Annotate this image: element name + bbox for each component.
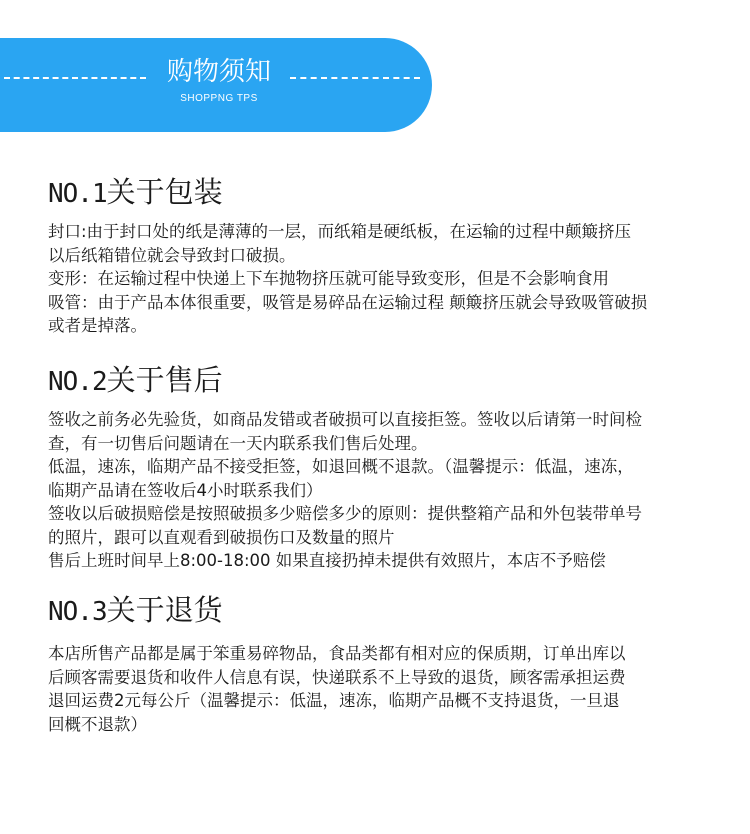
- section-after-sales: [48, 362, 728, 573]
- paragraph-seal: 封口:由于封口处的纸是薄薄的一层，而纸箱是硬纸板，在运输的过程中颠簸挤压 以后纸箱错位就会导致封口破损。: [48, 222, 632, 265]
- header-banner: [0, 38, 432, 132]
- paragraph-deformation: 变形：在运输过程中快递上下车抛物挤压就可能导致变形，但是不会影响食用: [48, 269, 609, 288]
- paragraph-service-hours: 售后上班时间早上8:00-18:00 如果直接扔掉未提供有效照片，本店不予赔偿: [48, 551, 606, 570]
- section-heading: [48, 174, 728, 212]
- section-returns: [48, 592, 728, 736]
- banner-subtitle: SHOPPNG TPS: [180, 93, 258, 104]
- section-number: NO.2: [48, 367, 107, 397]
- section-body: [48, 220, 728, 338]
- section-title: 关于售后: [106, 363, 223, 397]
- section-body: [48, 642, 728, 736]
- paragraph-inspection: 签收之前务必先验货，如商品发错或者破损可以直接拒签。签收以后请第一时间检 查，有一切售后问题请在一天内联系我们售后处理。: [48, 410, 642, 453]
- section-body: [48, 408, 728, 573]
- section-number: NO.1: [48, 179, 107, 209]
- paragraph-damage-compensation: 签收以后破损赔偿是按照破损多少赔偿多少的原则：提供整箱产品和外包装带单号 的照片，跟可以直观看到破损伤口及数量的照片: [48, 504, 642, 547]
- paragraph-cold-chain: 低温，速冻，临期产品不接受拒签，如退回概不退款。（温馨提示：低温，速冻， 临期产品请在签收后4小时联系我们）: [48, 457, 634, 500]
- section-heading: [48, 362, 728, 400]
- section-heading: [48, 592, 728, 630]
- section-title: 关于退货: [106, 593, 223, 627]
- paragraph-return-policy: 本店所售产品都是属于笨重易碎物品，食品类都有相对应的保质期，订单出库以 后顾客需要退货和收件人信息有误，快递联系不上导致的退货，顾客需承担运费 退回运费2元每公斤（温馨提示：低温，速冻，临期产品概不支持退货，一旦退 回概不退款）: [48, 644, 626, 734]
- banner-dashed-line-right: [290, 77, 420, 79]
- section-title: 关于包装: [106, 175, 223, 209]
- paragraph-straw: 吸管：由于产品本体很重要，吸管是易碎品在运输过程 颠簸挤压就会导致吸管破损 或者是掉落。: [48, 292, 648, 335]
- banner-title: 购物须知: [166, 57, 271, 87]
- section-number: NO.3: [48, 597, 107, 627]
- section-packaging: [48, 174, 728, 338]
- banner-dashed-line-left: [4, 77, 146, 79]
